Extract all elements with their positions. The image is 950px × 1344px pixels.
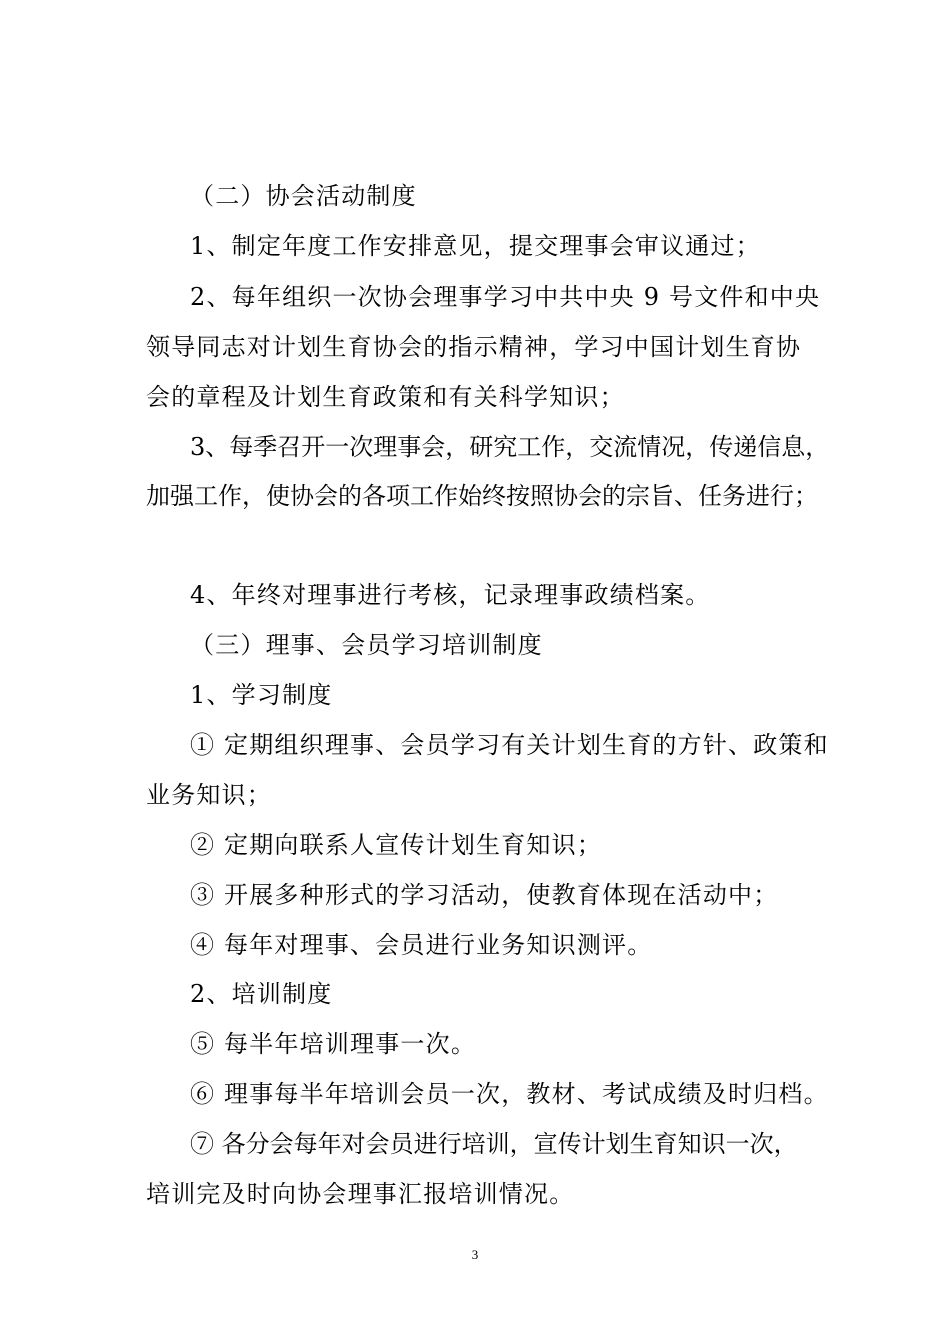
list-item: ⑦ 各分会每年对会员进行培训，宣传计划生育知识一次， [190,1130,798,1158]
paragraph-line: 会的章程及计划生育政策和有关科学知识； [146,383,625,411]
section-heading-activity-system: （二）协会活动制度 [190,182,417,210]
section-heading-training-system: （三）理事、会员学习培训制度 [190,631,543,659]
list-item-continuation: 培训完及时向协会理事汇报培训情况。 [146,1180,575,1208]
page-number: 3 [471,1247,479,1262]
subheading-training-system: 2、培训制度 [190,980,333,1008]
list-item-continuation: 业务知识； [146,781,272,809]
list-item: ② 定期向联系人宣传计划生育知识； [190,831,603,859]
paragraph-line: 3、每季召开一次理事会，研究工作，交流情况，传递信息， [190,433,830,461]
list-item: ⑤ 每半年培训理事一次。 [190,1030,477,1058]
subheading-study-system: 1、学习制度 [190,681,333,709]
paragraph-line: 领导同志对计划生育协会的指示精神，学习中国计划生育协 [146,333,802,361]
paragraph-line: 1、制定年度工作安排意见，提交理事会审议通过； [190,232,761,260]
list-item: ⑥ 理事每半年培训会员一次，教材、考试成绩及时归档。 [190,1080,829,1108]
list-item: ③ 开展多种形式的学习活动，使教育体现在活动中； [190,881,779,909]
paragraph-line: 4、年终对理事进行考核，记录理事政绩档案。 [190,581,711,609]
list-item: ④ 每年对理事、会员进行业务知识测评。 [190,931,653,959]
paragraph-line: 2、每年组织一次协会理事学习中共中央 9 号文件和中央 [190,283,821,311]
list-item: ① 定期组织理事、会员学习有关计划生育的方针、政策和 [190,731,829,759]
paragraph-line: 加强工作，使协会的各项工作始终按照协会的宗旨、任务进行； [146,482,818,510]
